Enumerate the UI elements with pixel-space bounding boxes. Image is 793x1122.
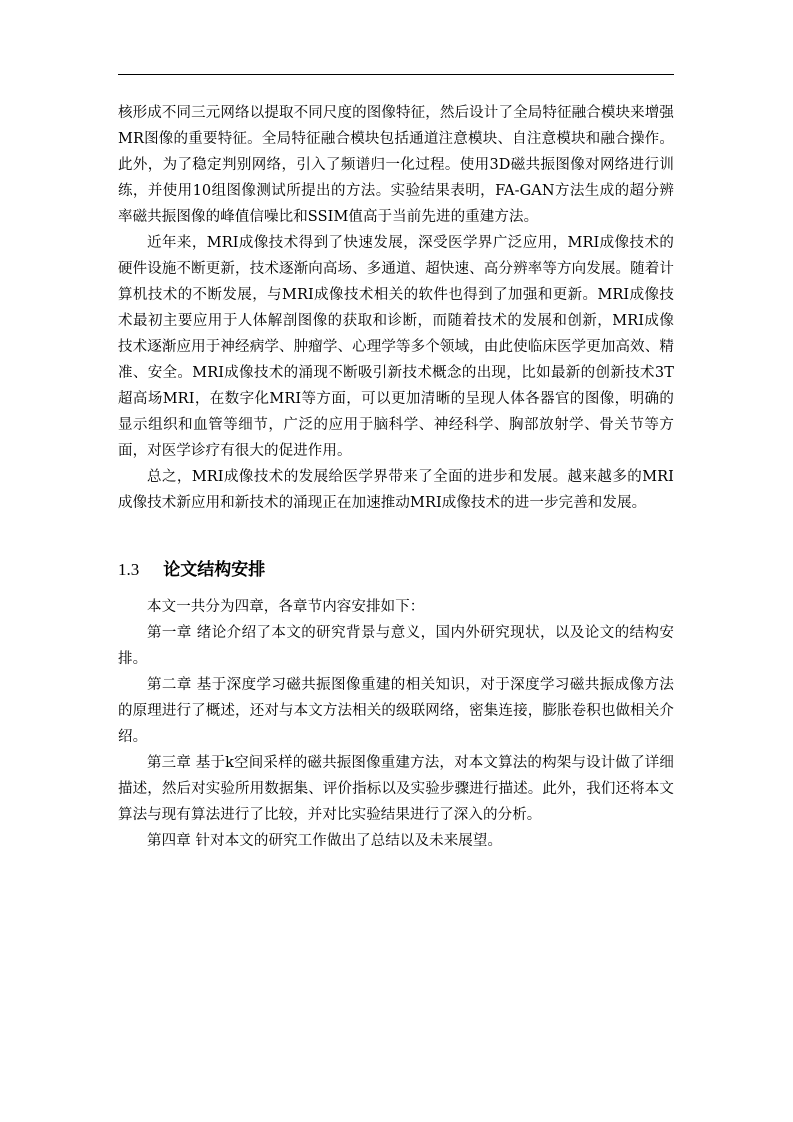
paragraph: 第二章 基于深度学习磁共振图像重建的相关知识，对于深度学习磁共振成像方法的原理进行了概述，还对与本文方法相关的级联网络，密集连接，膨胀卷积也做相关介绍。 [118,677,674,745]
paragraph: 第四章 针对本文的研究工作做出了总结以及未来展望。 [147,833,503,849]
body-text [118,100,674,854]
section-number: 1.3 [118,560,140,579]
paragraph: 核形成不同三元网络以提取不同尺度的图像特征，然后设计了全局特征融合模块来增强MR图像的重要特征。全局特征融合模块包括通道注意模块、自注意模块和融合操作。此外，为了稳定判别网络，引入了频谱归一化过程。使用3D磁共振图像对网络进行训练，并使用10组图像测试所提出的方法。实验结果表明，FA-GAN方法生成的超分辨率磁共振图像的峰值信噪比和SSIM值高于当前先进的重建方法。 [118,105,674,225]
header-rule [118,74,674,75]
paragraph: 总之，MRI成像技术的发展给医学界带来了全面的进步和发展。越来越多的MRI成像技术新应用和新技术的涌现正在加速推动MRI成像技术的进一步完善和发展。 [118,469,674,511]
section-title: 论文结构安排 [163,560,266,580]
paragraph: 第三章 基于k空间采样的磁共振图像重建方法，对本文算法的构架与设计做了详细描述，然后对实验所用数据集、评价指标以及实验步骤进行描述。此外，我们还将本文算法与现有算法进行了比较，并对比实验结果进行了深入的分析。 [118,755,674,823]
paragraph: 近年来，MRI成像技术得到了快速发展，深受医学界广泛应用，MRI成像技术的硬件设施不断更新，技术逐渐向高场、多通道、超快速、高分辨率等方向发展。随着计算机技术的不断发展，与MRI成像技术相关的软件也得到了加强和更新。MRI成像技术最初主要应用于人体解剖图像的获取和诊断，而随着技术的发展和创新，MRI成像技术逐渐应用于神经病学、肿瘤学、心理学等多个领域，由此使临床医学更加高效、精准、安全。MRI成像技术的涌现不断吸引新技术概念的出现，比如最新的创新技术3T超高场MRI，在数字化MRI等方面，可以更加清晰的呈现人体各器官的图像，明确的显示组织和血管等细节，广泛的应用于脑科学、神经科学、胸部放射学、骨关节等方面，对医学诊疗有很大的促进作用。 [118,235,674,459]
paragraph: 本文一共分为四章，各章节内容安排如下： [147,599,425,615]
section-heading [118,556,674,584]
paragraph: 第一章 绪论介绍了本文的研究背景与意义，国内外研究现状，以及论文的结构安排。 [118,625,674,667]
